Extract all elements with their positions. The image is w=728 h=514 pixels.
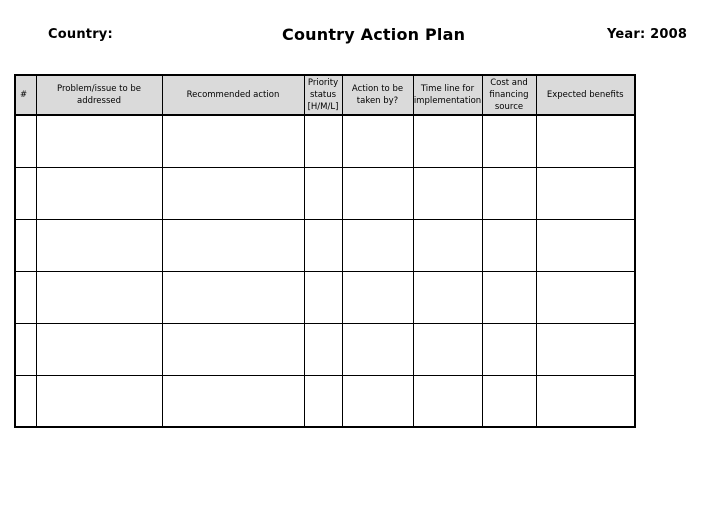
table-cell[interactable] bbox=[342, 167, 413, 219]
column-header-cost: Cost and financing source bbox=[482, 75, 536, 115]
table-cell[interactable] bbox=[36, 271, 162, 323]
table-cell[interactable] bbox=[413, 375, 482, 427]
table-cell[interactable] bbox=[482, 375, 536, 427]
table-cell[interactable] bbox=[482, 167, 536, 219]
table-cell[interactable] bbox=[15, 271, 36, 323]
column-header-number: # bbox=[15, 75, 36, 115]
table-cell[interactable] bbox=[482, 219, 536, 271]
table-cell[interactable] bbox=[413, 167, 482, 219]
table-cell[interactable] bbox=[15, 167, 36, 219]
table-cell[interactable] bbox=[482, 323, 536, 375]
table-cell[interactable] bbox=[15, 115, 36, 167]
column-header-expected-benefits: Expected benefits bbox=[536, 75, 635, 115]
table-cell[interactable] bbox=[536, 219, 635, 271]
column-header-timeline: Time line for implementation bbox=[413, 75, 482, 115]
table-cell[interactable] bbox=[413, 115, 482, 167]
table-cell[interactable] bbox=[342, 271, 413, 323]
country-label: Country: bbox=[48, 27, 113, 42]
table-cell[interactable] bbox=[482, 271, 536, 323]
table-cell[interactable] bbox=[342, 375, 413, 427]
column-header-recommended-action: Recommended action bbox=[162, 75, 304, 115]
table-cell[interactable] bbox=[162, 115, 304, 167]
table-cell[interactable] bbox=[162, 219, 304, 271]
table-cell[interactable] bbox=[36, 323, 162, 375]
table-cell[interactable] bbox=[304, 375, 342, 427]
table-cell[interactable] bbox=[36, 219, 162, 271]
table-cell[interactable] bbox=[536, 167, 635, 219]
table-cell[interactable] bbox=[413, 271, 482, 323]
table-cell[interactable] bbox=[413, 219, 482, 271]
page-title: Country Action Plan bbox=[282, 25, 466, 44]
action-plan-table bbox=[14, 74, 636, 428]
table-row bbox=[15, 167, 635, 219]
column-header-problem: Problem/issue to be addressed bbox=[36, 75, 162, 115]
table-cell[interactable] bbox=[36, 375, 162, 427]
table-cell[interactable] bbox=[304, 323, 342, 375]
table-cell[interactable] bbox=[342, 219, 413, 271]
column-header-action-by: Action to be taken by? bbox=[342, 75, 413, 115]
column-header-priority-status: Priority status [H/M/L] bbox=[304, 75, 342, 115]
table-header-row bbox=[15, 75, 635, 115]
table-row bbox=[15, 219, 635, 271]
table-cell[interactable] bbox=[162, 375, 304, 427]
table-cell[interactable] bbox=[536, 323, 635, 375]
table-cell[interactable] bbox=[413, 323, 482, 375]
table-row bbox=[15, 375, 635, 427]
table-cell[interactable] bbox=[15, 219, 36, 271]
year-label: Year: 2008 bbox=[607, 27, 688, 42]
table-cell[interactable] bbox=[162, 167, 304, 219]
table-cell[interactable] bbox=[15, 375, 36, 427]
table-cell[interactable] bbox=[36, 167, 162, 219]
table-cell[interactable] bbox=[36, 115, 162, 167]
table-cell[interactable] bbox=[15, 323, 36, 375]
table-cell[interactable] bbox=[342, 115, 413, 167]
table-cell[interactable] bbox=[536, 271, 635, 323]
table-row bbox=[15, 323, 635, 375]
table-row bbox=[15, 271, 635, 323]
table-cell[interactable] bbox=[304, 115, 342, 167]
table-row bbox=[15, 115, 635, 167]
table-cell[interactable] bbox=[304, 167, 342, 219]
table-cell[interactable] bbox=[304, 271, 342, 323]
table-cell[interactable] bbox=[162, 323, 304, 375]
table-cell[interactable] bbox=[536, 115, 635, 167]
table-cell[interactable] bbox=[536, 375, 635, 427]
table-cell[interactable] bbox=[342, 323, 413, 375]
table-cell[interactable] bbox=[304, 219, 342, 271]
table-cell[interactable] bbox=[162, 271, 304, 323]
table-cell[interactable] bbox=[482, 115, 536, 167]
